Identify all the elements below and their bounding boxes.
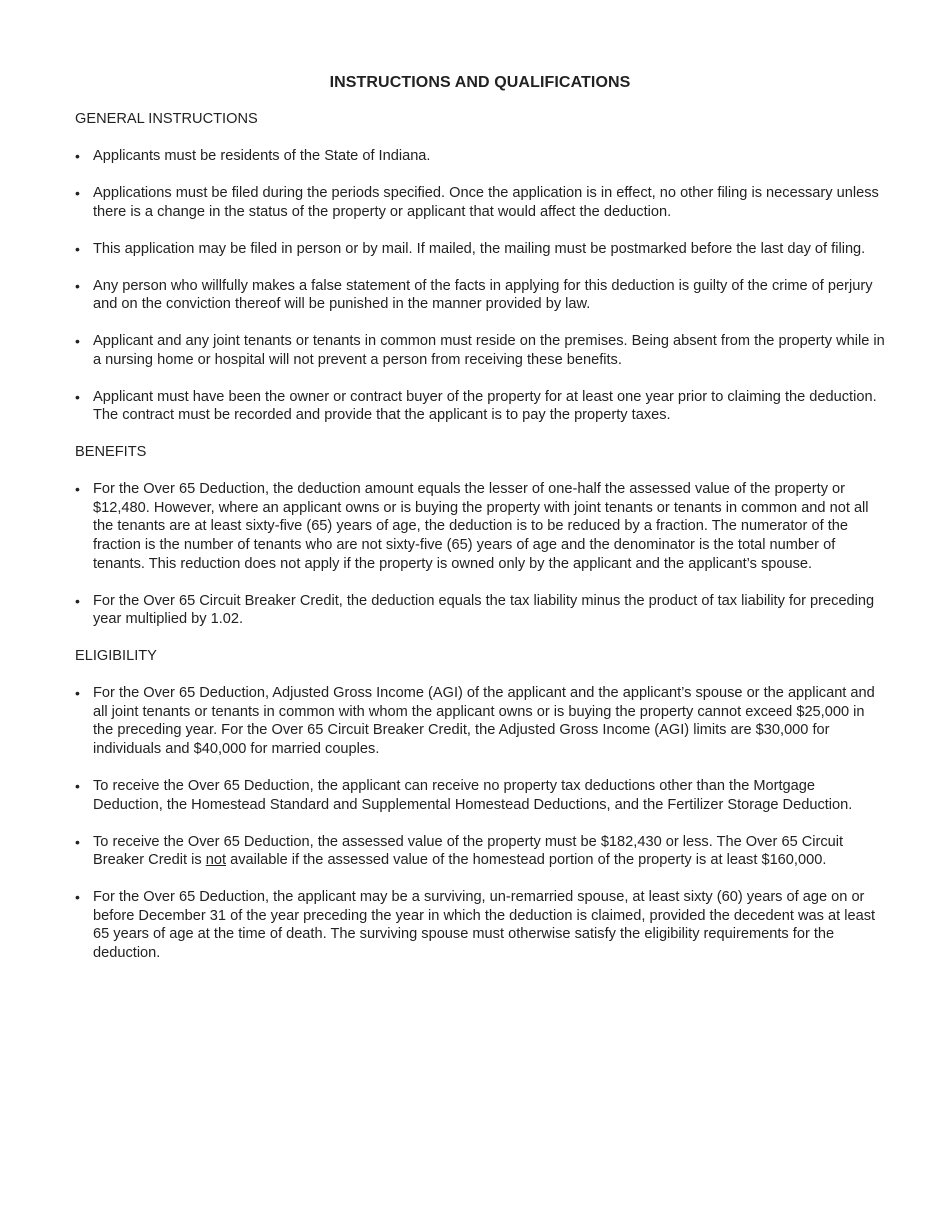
- list-item-text-before: To receive the Over 65 Deduction, the assessed value of the property must be $182,430 or less. The Over 65 Circuit Breaker Credit is: [93, 833, 844, 869]
- list-item-text: This application may be filed in person or by mail. If mailed, the mailing must be postmarked before the last day of filing.: [93, 240, 866, 257]
- list-item-text: For the Over 65 Deduction, the deduction amount equals the lesser of one-half the assessed value of the property or $12,480. However, where an applicant owns or is buying the property with joint tenants or tenants in common and not all the tenants are at least sixty-five (65) years of age, the deduction is to be reduced by a fraction. The numerator of the fraction is the number of tenants who are not sixty-five (65) years of age and the denominator is the total number of tenants. This reduction does not apply if the property is owned only by the applicant and the applicant’s spouse.: [93, 481, 869, 572]
- list-item: [75, 184, 885, 221]
- section-heading-general-instructions: GENERAL INSTRUCTIONS: [75, 111, 258, 127]
- list-item: [75, 147, 885, 166]
- bullet-icon: •: [75, 277, 80, 294]
- list-item-text: For the Over 65 Circuit Breaker Credit, the deduction equals the tax liability minus the product of tax liability for preceding year multiplied by 1.02.: [93, 592, 875, 628]
- bullet-icon: •: [75, 240, 80, 257]
- list-item: [75, 332, 885, 369]
- list-item: [75, 592, 885, 629]
- list-item: [75, 888, 885, 962]
- section-heading-eligibility: ELIGIBILITY: [75, 648, 157, 665]
- document-page: [75, 73, 885, 981]
- list-item-text: For the Over 65 Deduction, Adjusted Gross Income (AGI) of the applicant and the applicant’s spouse or the applicant and all joint tenants or tenants in common with whom the applicant owns or is buying the property cannot exceed $25,000 in the preceding year. For the Over 65 Circuit Breaker Credit, the Adjusted Gross Income (AGI) limits are $30,000 for individuals and $40,000 for married couples.: [93, 685, 875, 757]
- bullet-icon: •: [75, 833, 80, 850]
- section-heading-benefits: BENEFITS: [75, 444, 147, 461]
- list-item-text: [93, 834, 843, 869]
- list-item-text: To receive the Over 65 Deduction, the applicant can receive no property tax deductions other than the Mortgage Deduction, the Homestead Standard and Supplemental Homestead Deductions, and the Fertilizer Storage Deduction.: [93, 777, 853, 813]
- list-item-text: For the Over 65 Deduction, the applicant may be a surviving, un-remarried spouse, at least sixty (60) years of age on or before December 31 of the year preceding the year in which the deduction is claimed, provided the decedent was at least 65 years of age at the time of death. The surviving spouse must otherwise satisfy the eligibility requirements for the deduction.: [93, 889, 876, 961]
- list-item: [75, 277, 885, 314]
- list-item: [75, 684, 885, 758]
- bullet-icon: •: [75, 685, 80, 702]
- bullet-icon: •: [75, 592, 80, 609]
- list-item-text: Applications must be filed during the periods specified. Once the application is in effect, no other filing is necessary unless there is a change in the status of the property or applicant that would affect the deduction.: [93, 184, 879, 220]
- eligibility-list: [75, 684, 885, 962]
- list-item-text: Applicants must be residents of the State of Indiana.: [93, 147, 431, 164]
- bullet-icon: •: [75, 777, 80, 794]
- list-item: [75, 480, 885, 573]
- list-item-text: Any person who willfully makes a false statement of the facts in applying for this deduction is guilty of the crime of perjury and on the conviction thereof will be punished in the manner provided by law.: [93, 277, 873, 313]
- list-item: [75, 240, 885, 259]
- bullet-icon: •: [75, 889, 80, 906]
- bullet-icon: •: [75, 333, 80, 350]
- list-item: [75, 777, 885, 814]
- bullet-icon: •: [75, 481, 80, 498]
- list-item-text: Applicant must have been the owner or contract buyer of the property for at least one year prior to claiming the deduction. The contract must be recorded and provide that the applicant is to pay the property taxes.: [93, 388, 877, 424]
- underlined-emphasis: not: [205, 852, 227, 869]
- list-item-text-after: available if the assessed value of the homestead portion of the property is at least $160,000.: [226, 852, 827, 869]
- general-instructions-list: [75, 147, 885, 425]
- list-item: [75, 388, 885, 425]
- benefits-list: [75, 480, 885, 629]
- bullet-icon: •: [75, 388, 80, 405]
- document-title: INSTRUCTIONS AND QUALIFICATIONS: [329, 74, 631, 91]
- list-item-text: Applicant and any joint tenants or tenants in common must reside on the premises. Being absent from the property while in a nursing home or hospital will not prevent a person from receiving these benefits.: [93, 333, 885, 368]
- bullet-icon: •: [75, 147, 80, 164]
- list-item: [75, 833, 885, 870]
- bullet-icon: •: [75, 184, 80, 201]
